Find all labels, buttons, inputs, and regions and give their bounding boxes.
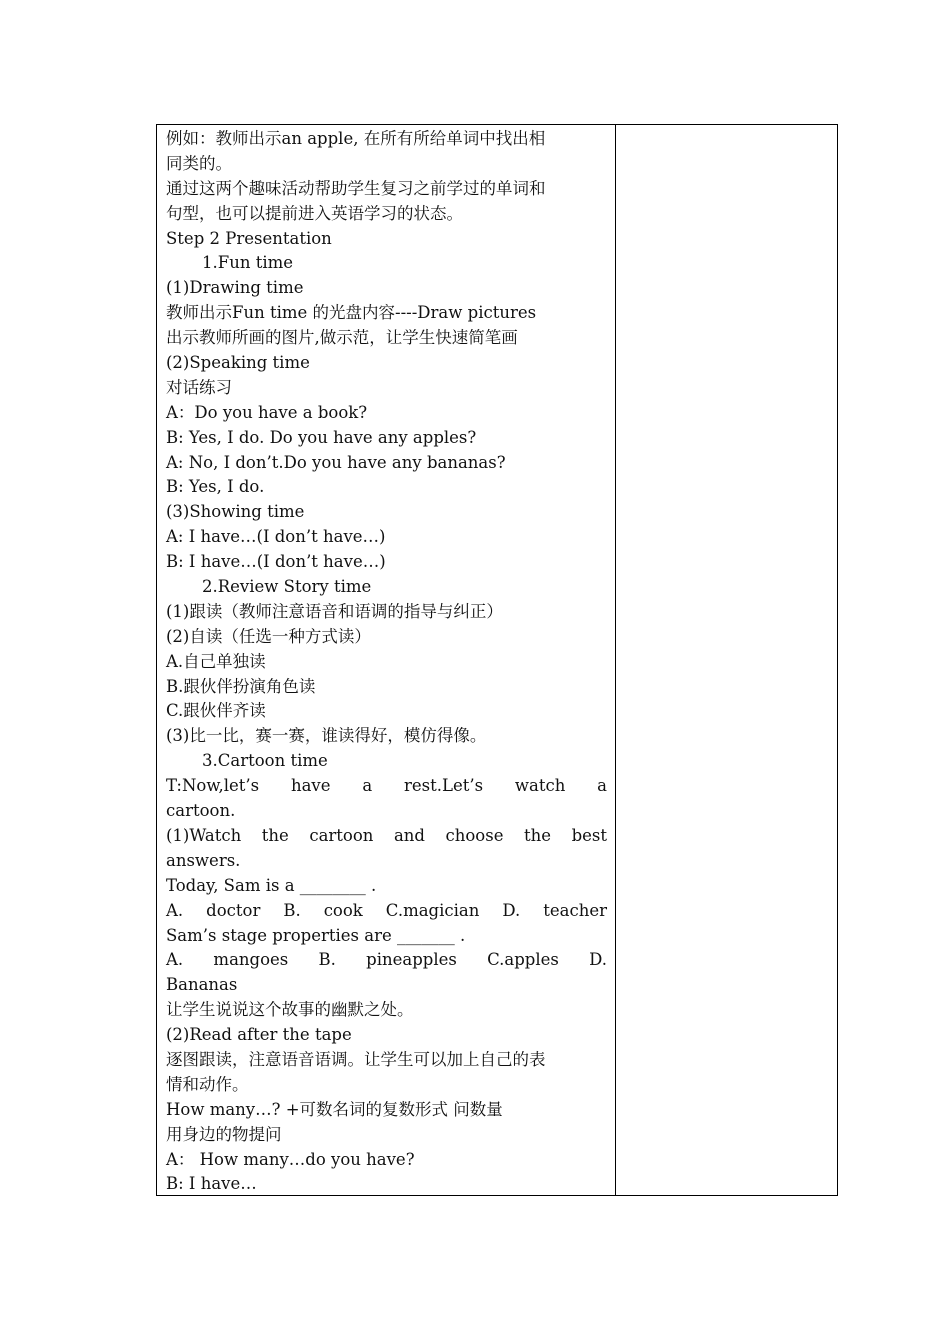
content-line: (3)比一比，赛一赛，谁读得好，模仿得像。 — [166, 726, 487, 746]
content-line: 1.Fun time — [202, 253, 294, 273]
lesson-content-cell — [166, 127, 607, 1197]
content-line: B: I have… — [166, 1174, 257, 1194]
content-line: T:Now,let’s have a rest.Let’s watch a — [166, 776, 607, 796]
content-line: 对话练习 — [166, 377, 232, 397]
content-line: (1)Watch the cartoon and choose the best — [166, 825, 607, 845]
content-line: A：Do you have a book? — [166, 402, 368, 422]
content-line: C.跟伙伴齐读 — [166, 701, 266, 721]
content-line: B: Yes, I do. Do you have any apples? — [166, 427, 477, 447]
content-line: A. doctor B. cook C.magician D. teacher — [166, 900, 607, 920]
content-line: 例如：教师出示an apple, 在所有所给单词中找出相 — [166, 129, 546, 148]
content-line: How many…? +可数名词的复数形式 问数量 — [166, 1099, 503, 1119]
content-line: Step 2 Presentation — [166, 228, 332, 248]
content-line: B.跟伙伴扮演角色读 — [166, 676, 316, 696]
notes-cell — [616, 125, 837, 1195]
content-line: 情和动作。 — [166, 1074, 249, 1094]
content-line: answers. — [166, 850, 241, 870]
content-line: (2)Read after the tape — [166, 1025, 352, 1045]
content-line: (1)Drawing time — [166, 278, 304, 298]
content-line: A: No, I don’t.Do you have any bananas? — [166, 452, 506, 472]
content-line: 句型，也可以提前进入英语学习的状态。 — [166, 203, 463, 223]
content-line: (1)跟读（教师注意语音和语调的指导与纠正） — [166, 601, 503, 621]
content-line: Bananas — [166, 975, 238, 995]
content-line: A.自己单独读 — [166, 651, 266, 671]
content-line: Today, Sam is a ________ . — [166, 875, 377, 895]
content-line: A: I have…(I don’t have…) — [166, 527, 386, 547]
content-line: 3.Cartoon time — [202, 751, 328, 771]
content-line: 用身边的物提问 — [166, 1124, 282, 1144]
content-line: 逐图跟读，注意语音语调。让学生可以加上自己的表 — [166, 1049, 546, 1069]
content-line: (2)自读（任选一种方式读） — [166, 626, 371, 646]
content-line: 通过这两个趣味活动帮助学生复习之前学过的单词和 — [166, 178, 546, 198]
content-line: (3)Showing time — [166, 502, 305, 522]
content-line: 让学生说说这个故事的幽默之处。 — [166, 1000, 414, 1020]
content-line: Sam’s stage properties are _______ . — [166, 925, 466, 945]
content-line: A： How many…do you have? — [166, 1149, 415, 1169]
content-line: 教师出示Fun time 的光盘内容----Draw pictures — [166, 303, 537, 323]
content-line: 出示教师所画的图片,做示范，让学生快速简笔画 — [166, 328, 518, 348]
lesson-plan-table — [156, 124, 838, 1196]
content-line: 2.Review Story time — [202, 577, 372, 597]
content-line: 同类的。 — [166, 153, 232, 173]
content-line: B: Yes, I do. — [166, 477, 265, 497]
content-line: B: I have…(I don’t have…) — [166, 552, 386, 572]
content-line: cartoon. — [166, 801, 236, 821]
content-line: (2)Speaking time — [166, 353, 310, 373]
content-line: A. mangoes B. pineapples C.apples D. — [166, 950, 607, 970]
